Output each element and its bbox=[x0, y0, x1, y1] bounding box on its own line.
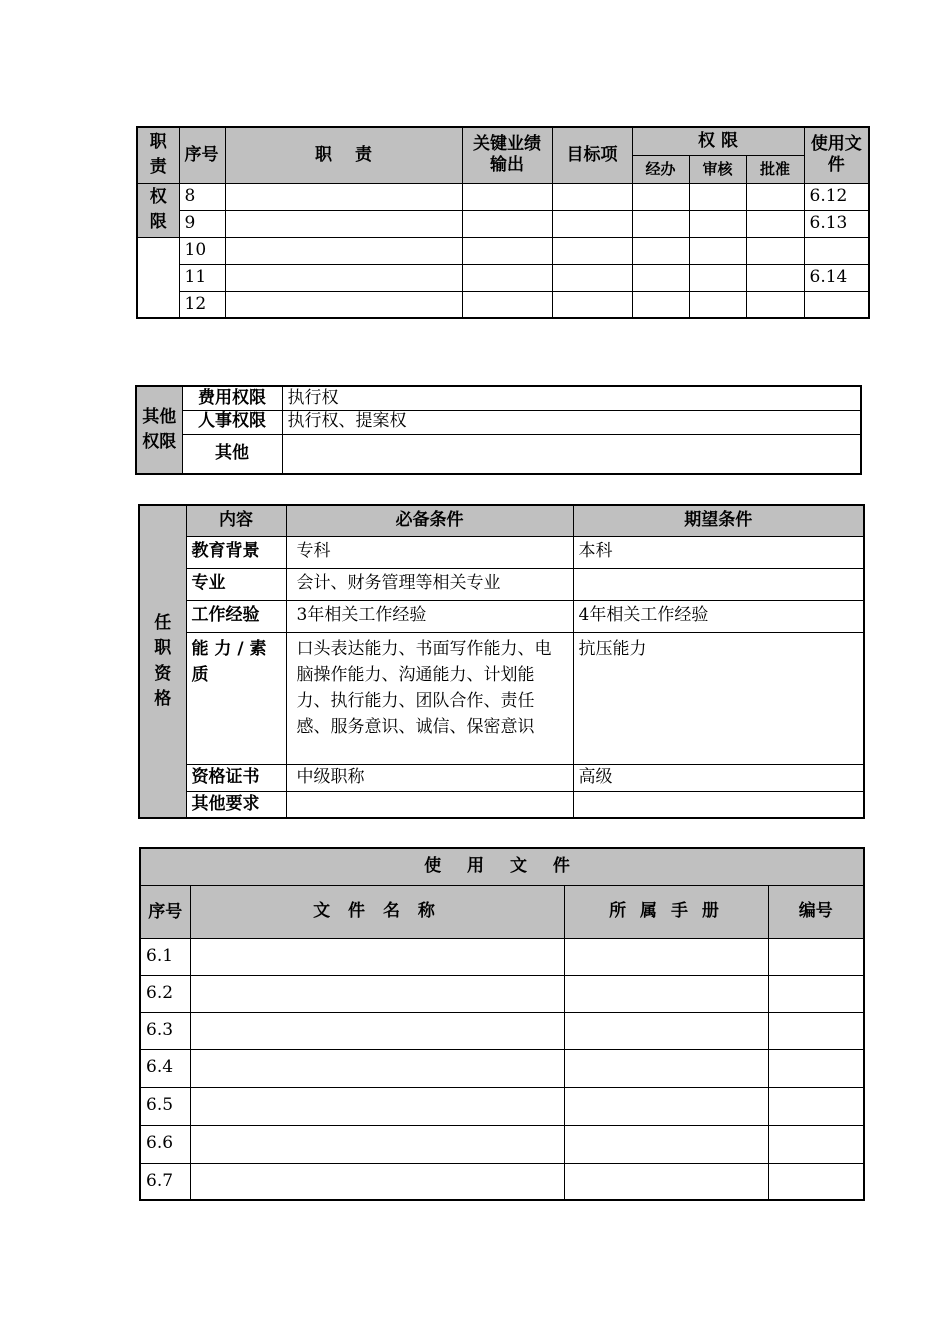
qual-required: 专科 bbox=[286, 536, 573, 568]
file-seq: 6.3 bbox=[140, 1012, 190, 1049]
side-label-duty: 职责 bbox=[137, 127, 179, 183]
expense-authority-label: 费用权限 bbox=[182, 386, 282, 410]
header-kpi: 关键业绩输出 bbox=[462, 127, 552, 183]
row-seq: 12 bbox=[179, 291, 225, 318]
header-files: 使用文件 bbox=[804, 127, 869, 183]
side-label-qualification: 任职资格 bbox=[139, 505, 186, 818]
row-file bbox=[804, 291, 869, 318]
files-title: 使 用 文 件 bbox=[140, 848, 864, 885]
qual-expected: 抗压能力 bbox=[573, 632, 864, 764]
file-seq: 6.5 bbox=[140, 1087, 190, 1125]
row-file bbox=[804, 237, 869, 264]
header-handle: 经办 bbox=[632, 155, 689, 183]
header-content: 内容 bbox=[186, 505, 286, 536]
qual-expected bbox=[573, 568, 864, 600]
expense-authority-value: 执行权 bbox=[282, 386, 861, 410]
other-value bbox=[282, 434, 861, 474]
qual-label: 其他要求 bbox=[186, 791, 286, 818]
qual-label: 资格证书 bbox=[186, 764, 286, 791]
qual-required: 3年相关工作经验 bbox=[286, 600, 573, 632]
header-duty: 职 责 bbox=[225, 127, 462, 183]
header-authority: 权 限 bbox=[632, 127, 804, 155]
qual-expected: 4年相关工作经验 bbox=[573, 600, 864, 632]
other-authority-table bbox=[135, 385, 862, 475]
header-seq: 序号 bbox=[179, 127, 225, 183]
row-seq: 11 bbox=[179, 264, 225, 291]
header-required: 必备条件 bbox=[286, 505, 573, 536]
qual-label: 能 力 / 素质 bbox=[186, 632, 286, 764]
qual-expected bbox=[573, 791, 864, 818]
used-files-table bbox=[139, 847, 865, 1201]
row-file: 6.12 bbox=[804, 183, 869, 210]
row-seq: 9 bbox=[179, 210, 225, 237]
qual-label: 教育背景 bbox=[186, 536, 286, 568]
qual-label: 工作经验 bbox=[186, 600, 286, 632]
row-seq: 8 bbox=[179, 183, 225, 210]
side-label-other-authority: 其他权限 bbox=[136, 386, 182, 474]
header-manual: 所 属 手 册 bbox=[564, 885, 768, 938]
file-seq: 6.2 bbox=[140, 975, 190, 1012]
header-expected: 期望条件 bbox=[573, 505, 864, 536]
row-file: 6.13 bbox=[804, 210, 869, 237]
header-approve: 批准 bbox=[746, 155, 804, 183]
row-file: 6.14 bbox=[804, 264, 869, 291]
side-label-authority: 权限 bbox=[137, 183, 179, 237]
qualification-table bbox=[138, 504, 865, 819]
qual-required: 口头表达能力、书面写作能力、电脑操作能力、沟通能力、计划能力、执行能力、团队合作、责任感、服务意识、诚信、保密意识 bbox=[286, 632, 573, 764]
header-file-name: 文 件 名 称 bbox=[190, 885, 564, 938]
qual-required bbox=[286, 791, 573, 818]
qual-label: 专业 bbox=[186, 568, 286, 600]
row-seq: 10 bbox=[179, 237, 225, 264]
duty-authority-table bbox=[136, 126, 870, 319]
other-label: 其他 bbox=[182, 434, 282, 474]
header-code: 编号 bbox=[768, 885, 864, 938]
file-seq: 6.6 bbox=[140, 1125, 190, 1163]
personnel-authority-label: 人事权限 bbox=[182, 410, 282, 434]
file-seq: 6.7 bbox=[140, 1163, 190, 1200]
qual-required: 中级职称 bbox=[286, 764, 573, 791]
header-seq: 序号 bbox=[140, 885, 190, 938]
file-seq: 6.1 bbox=[140, 938, 190, 975]
personnel-authority-value: 执行权、提案权 bbox=[282, 410, 861, 434]
header-goal: 目标项 bbox=[552, 127, 632, 183]
qual-expected: 高级 bbox=[573, 764, 864, 791]
file-seq: 6.4 bbox=[140, 1049, 190, 1087]
qual-required: 会计、财务管理等相关专业 bbox=[286, 568, 573, 600]
header-review: 审核 bbox=[689, 155, 746, 183]
qual-expected: 本科 bbox=[573, 536, 864, 568]
